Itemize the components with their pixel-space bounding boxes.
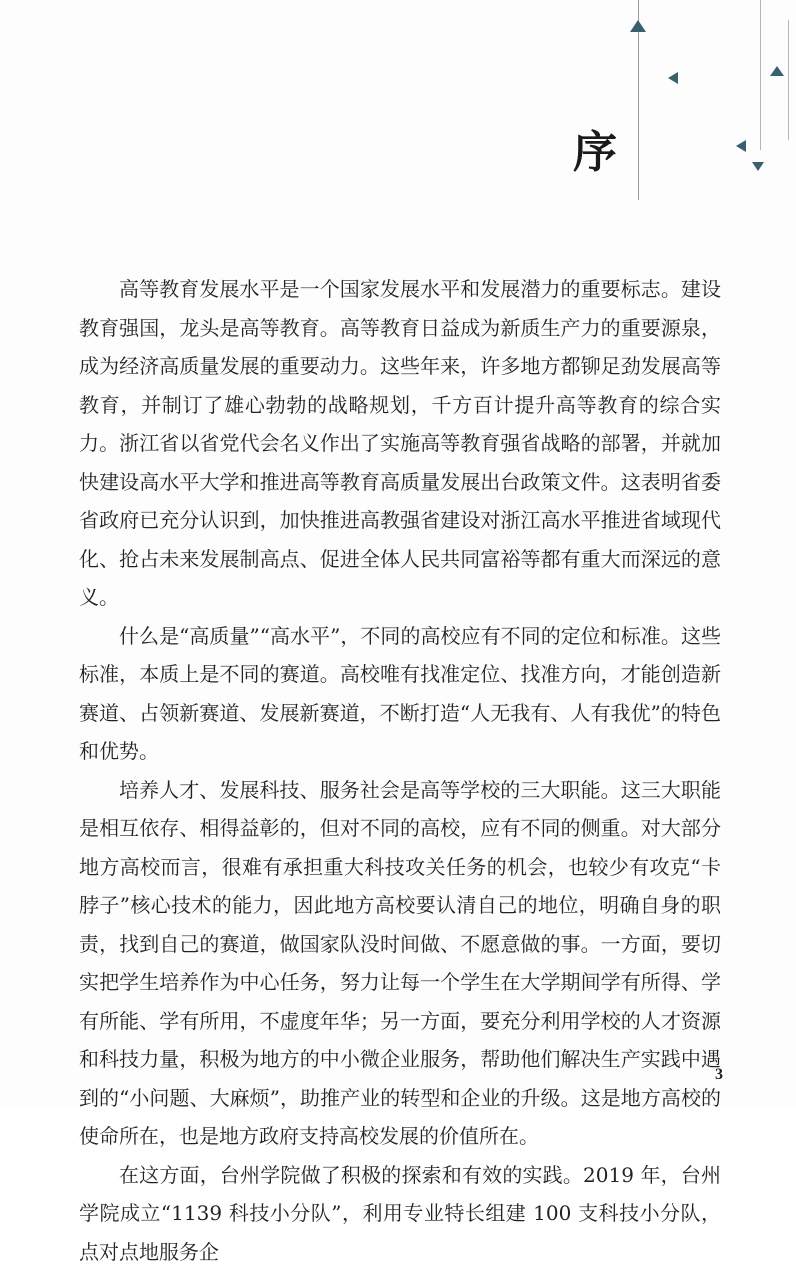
paragraph: 什么是“高质量”“高水平”，不同的高校应有不同的定位和标准。这些标准，本质上是不同的赛道。高校唯有找准定位、找准方向，才能创造新赛道、占领新赛道、发展新赛道，不断打造“人无我有、人有我优”的特色和优势。 (79, 617, 721, 771)
decorative-triangle-icon (668, 72, 678, 84)
decorative-corner-ornament (600, 0, 796, 200)
decorative-triangle-icon (770, 66, 784, 76)
page-title: 序 (573, 126, 617, 180)
page-number: 3 (715, 1066, 723, 1084)
decorative-vertical-line (788, 20, 789, 140)
body-text (79, 270, 721, 1271)
paragraph: 在这方面，台州学院做了积极的探索和有效的实践。2019 年，台州学院成立“1139 科技小分队”，利用专业特长组建 100 支科技小分队，点对点地服务企 (79, 1156, 721, 1271)
decorative-triangle-icon (630, 20, 646, 32)
paragraph: 培养人才、发展科技、服务社会是高等学校的三大职能。这三大职能是相互依存、相得益彰的，但对不同的高校，应有不同的侧重。对大部分地方高校而言，很难有承担重大科技攻关任务的机会，也较少有攻克“卡脖子”核心技术的能力，因此地方高校要认清自己的地位，明确自身的职责，找到自己的赛道，做国家队没时间做、不愿意做的事。一方面，要切实把学生培养作为中心任务，努力让每一个学生在大学期间学有所得、学有所能、学有所用，不虚度年华；另一方面，要充分利用学校的人才资源和科技力量，积极为地方的中小微企业服务，帮助他们解决生产实践中遇到的“小问题、大麻烦”，助推产业的转型和企业的升级。这是地方高校的使命所在，也是地方政府支持高校发展的价值所在。 (79, 771, 721, 1156)
paragraph: 高等教育发展水平是一个国家发展水平和发展潜力的重要标志。建设教育强国，龙头是高等教育。高等教育日益成为新质生产力的重要源泉，成为经济高质量发展的重要动力。这些年来，许多地方都铆足劲发展高等教育，并制订了雄心勃勃的战略规划，千方百计提升高等教育的综合实力。浙江省以省党代会名义作出了实施高等教育强省战略的部署，并就加快建设高水平大学和推进高等教育高质量发展出台政策文件。这表明省委省政府已充分认识到，加快推进高教强省建设对浙江高水平推进省域现代化、抢占未来发展制高点、促进全体人民共同富裕等都有重大而深远的意义。 (79, 270, 721, 617)
decorative-triangle-icon (736, 140, 746, 152)
decorative-triangle-icon (752, 162, 764, 171)
decorative-vertical-line (760, 0, 761, 150)
